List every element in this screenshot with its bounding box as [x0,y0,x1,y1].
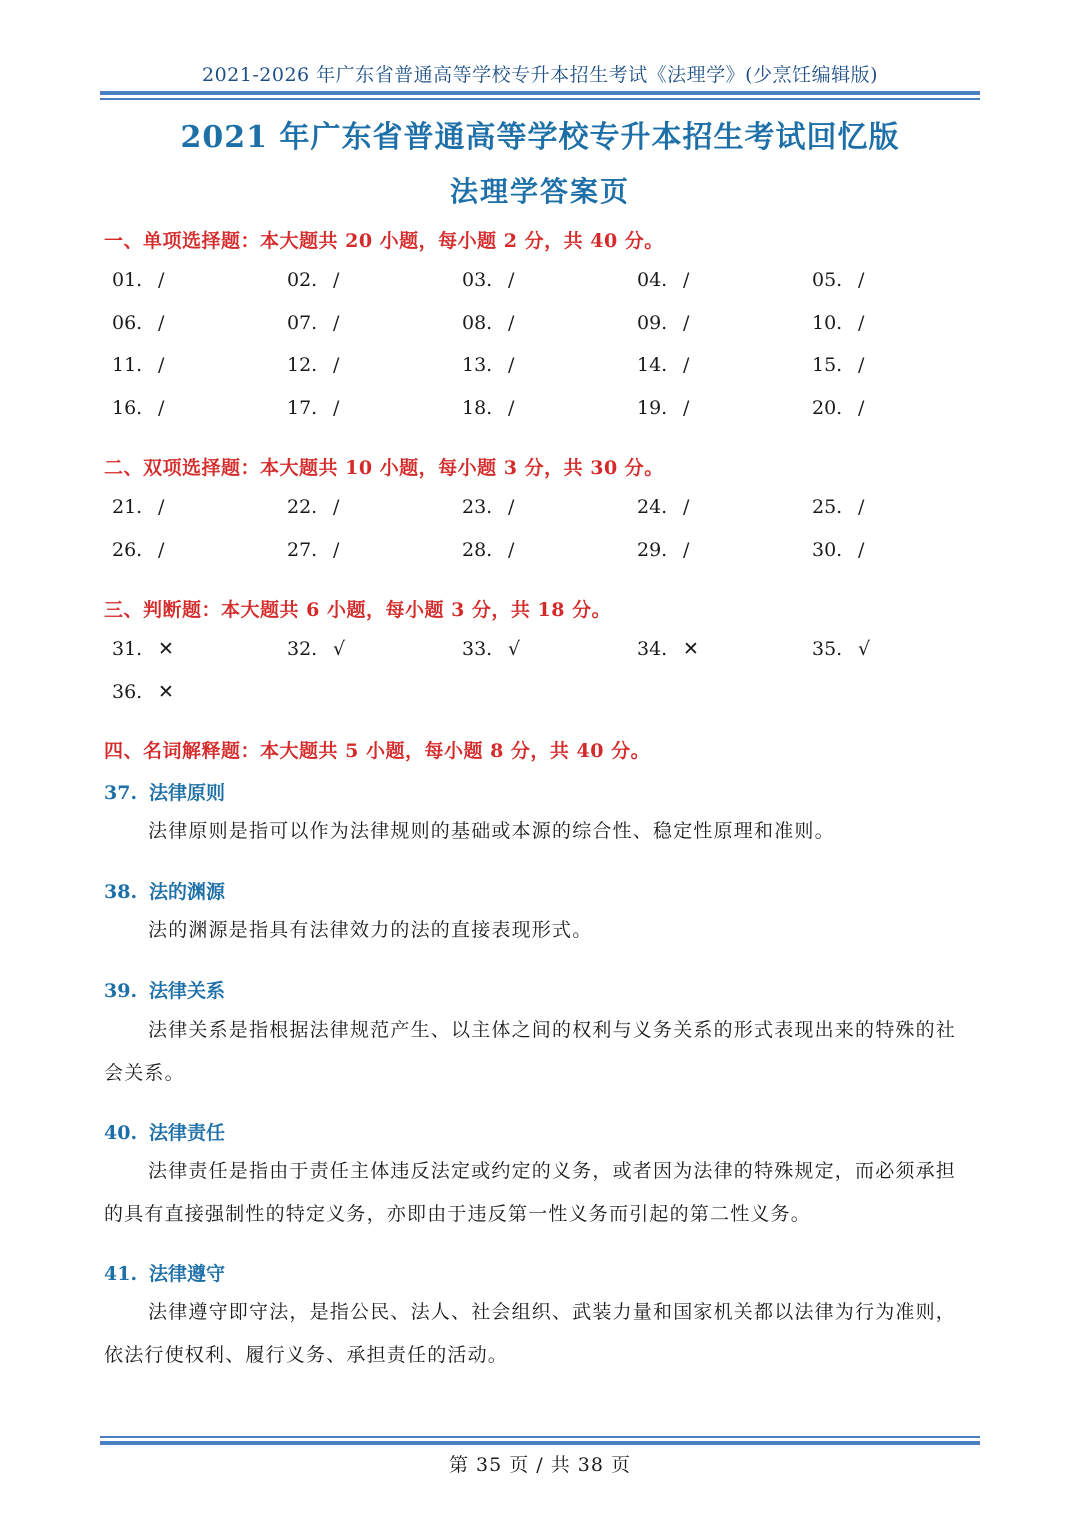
term-definition: 法律遵守即守法，是指公民、法人、社会组织、武装力量和国家机关都以法律为行为准则，依法行使权利、履行义务、承担责任的活动。 [104,1301,957,1366]
answer-item: 25. / [812,496,865,518]
double-choice-answers [112,486,982,571]
answer-item: 03. / [462,269,515,291]
answer-item: 35. √ [812,638,871,660]
answer-item: 10. / [812,311,865,334]
term-definition: 法律关系是指根据法律规范产生、以主体之间的权利与义务关系的形式表现出来的特殊的社会关系。 [104,1019,957,1084]
footer-rule-thin [100,1436,980,1438]
answer-item: 31. ✕ [112,638,174,660]
answer-item: 32. √ [287,638,346,660]
page-number: 第 35 页 / 共 38 页 [449,1454,631,1476]
answer-item: 34. ✕ [637,638,699,660]
answer-item: 16. / [112,396,165,419]
answer-item: 30. / [812,538,865,561]
answer-item: 13. / [462,354,515,376]
section-term-definition-heading: 四、名词解释题：本大题共 5 小题，每小题 8 分，共 40 分。 [104,740,651,762]
answer-item: 06. / [112,311,165,334]
answer-item: 18. / [462,396,515,419]
answer-item: 11. / [112,354,165,376]
answer-item: 20. / [812,396,865,419]
answer-item: 22. / [287,496,340,518]
answer-item: 07. / [287,311,340,334]
answer-item: 23. / [462,496,515,518]
document-subtitle: 法理学答案页 [449,175,630,208]
answer-item: 15. / [812,354,865,376]
answer-item: 21. / [112,496,165,518]
term-definition: 法律原则是指可以作为法律规则的基础或本源的综合性、稳定性原理和准则。 [148,820,835,842]
running-header: 2021-2026 年广东省普通高等学校专升本招生考试《法理学》(少烹饪编辑版) [202,64,878,86]
term-heading: 40. 法律责任 [104,1122,226,1144]
header-rule-thin [100,98,980,100]
header-rule-thick [100,91,980,95]
section-double-choice-heading: 二、双项选择题：本大题共 10 小题，每小题 3 分，共 30 分。 [104,457,664,479]
term-heading: 38. 法的渊源 [104,881,226,903]
answer-item: 02. / [287,269,340,291]
answer-item: 08. / [462,311,515,334]
term-heading: 41. 法律遵守 [104,1263,226,1285]
answer-item: 26. / [112,538,165,561]
answer-item: 19. / [637,396,690,419]
answer-item: 12. / [287,354,340,376]
single-choice-answers [112,259,982,429]
answer-item: 29. / [637,538,690,561]
answer-item: 27. / [287,538,340,561]
answer-item: 14. / [637,354,690,376]
section-true-false-heading: 三、判断题：本大题共 6 小题，每小题 3 分，共 18 分。 [104,599,612,621]
section-single-choice-heading: 一、单项选择题：本大题共 20 小题，每小题 2 分，共 40 分。 [104,230,664,252]
document-title: 2021 年广东省普通高等学校专升本招生考试回忆版 [180,120,900,155]
answer-item: 04. / [637,269,690,291]
answer-item: 28. / [462,538,515,561]
term-heading: 37. 法律原则 [104,782,226,804]
answer-item: 01. / [112,269,165,291]
answer-item: 24. / [637,496,690,518]
answer-item: 36. ✕ [112,680,174,703]
term-heading: 39. 法律关系 [104,980,226,1002]
term-definition: 法的渊源是指具有法律效力的法的直接表现形式。 [148,919,593,941]
answer-item: 09. / [637,311,690,334]
answer-item: 05. / [812,269,865,291]
true-false-answers [112,628,982,713]
footer-rule-thick [100,1441,980,1445]
answer-item: 33. √ [462,638,521,660]
term-definition: 法律责任是指由于责任主体违反法定或约定的义务，或者因为法律的特殊规定，而必须承担的具有直接强制性的特定义务，亦即由于违反第一性义务而引起的第二性义务。 [104,1160,957,1225]
answer-item: 17. / [287,396,340,419]
